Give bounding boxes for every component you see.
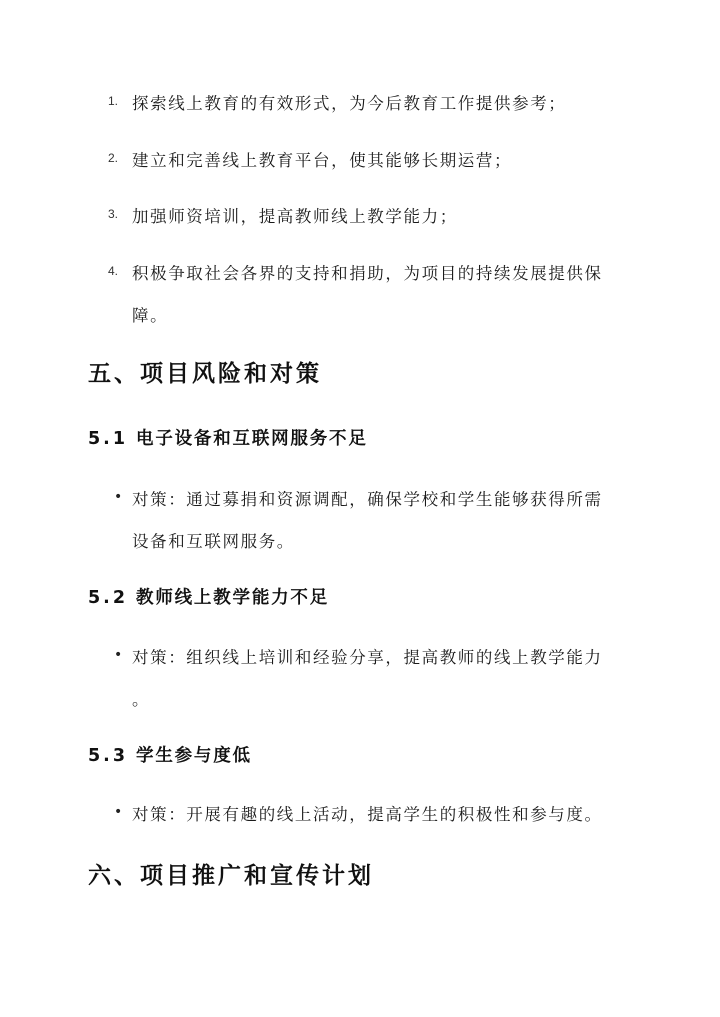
list-number: 4. — [108, 264, 119, 278]
bullet-continuation: 。 — [132, 690, 151, 709]
bullet-dot: • — [114, 647, 123, 663]
bullet-dot: • — [114, 489, 123, 505]
subsection-heading — [88, 425, 368, 450]
list-item-text: 探索线上教育的有效形式，为今后教育工作提供参考； — [132, 94, 567, 113]
bullet-text: 对策：开展有趣的线上活动，提高学生的积极性和参与度。 — [132, 805, 603, 824]
section-heading: 五、项目风险和对策 — [88, 360, 322, 387]
subsection-number: 5.2 — [88, 588, 129, 608]
subsection-title: 电子设备和互联网服务不足 — [136, 429, 368, 449]
subsection-title: 学生参与度低 — [136, 746, 252, 766]
list-item-text: 建立和完善线上教育平台，使其能够长期运营； — [132, 151, 513, 170]
bullet-continuation: 设备和互联网服务。 — [132, 532, 295, 551]
bullet-text: 对策：通过募捐和资源调配，确保学校和学生能够获得所需 — [132, 490, 603, 509]
subsection-number: 5.3 — [88, 746, 129, 766]
list-number: 1. — [108, 94, 119, 108]
bullet-dot: • — [114, 804, 123, 820]
list-item-text: 加强师资培训，提高教师线上教学能力； — [132, 207, 458, 226]
list-number: 2. — [108, 151, 119, 165]
subsection-heading — [88, 584, 329, 609]
subsection-number: 5.1 — [88, 429, 129, 449]
section-heading: 六、项目推广和宣传计划 — [88, 862, 374, 889]
subsection-title: 教师线上教学能力不足 — [136, 588, 330, 608]
list-item-text: 积极争取社会各界的支持和捐助，为项目的持续发展提供保 — [132, 264, 603, 283]
list-number: 3. — [108, 207, 119, 221]
list-item-continuation: 障。 — [132, 306, 169, 325]
bullet-text: 对策：组织线上培训和经验分享，提高教师的线上教学能力 — [132, 648, 603, 667]
subsection-heading — [88, 742, 252, 767]
